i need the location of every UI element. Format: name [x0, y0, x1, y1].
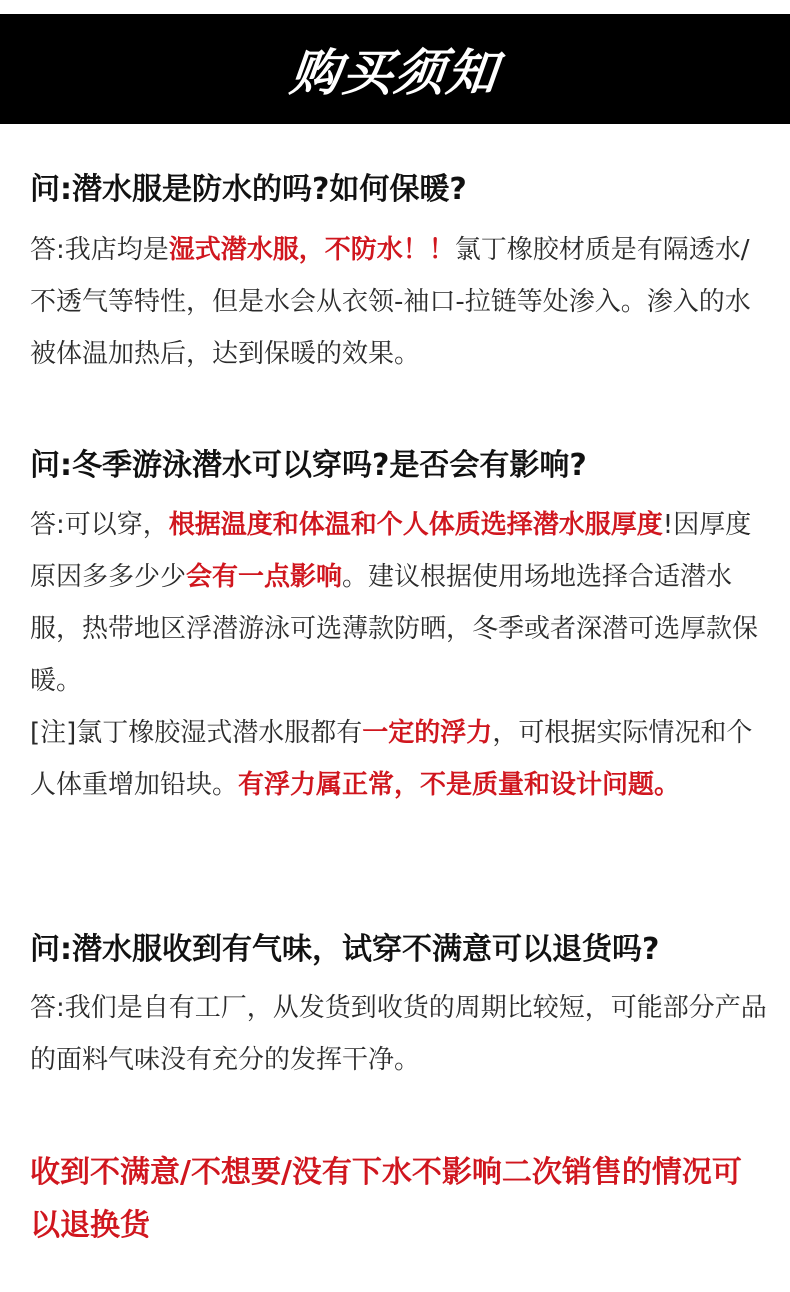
- answer-body: 氯丁橡胶材质是有隔透水/不透气等特性，但是水会从衣领-袖口-拉链等处渗入。渗入的水被体温加热后，达到保暖的效果。: [30, 235, 751, 369]
- note-highlight: 一定的浮力: [362, 718, 493, 748]
- note-prefix: [注]氯丁橡胶湿式潜水服都有: [30, 718, 363, 748]
- faq-item-waterproof: [30, 170, 770, 380]
- answer-text: [30, 224, 770, 380]
- answer-highlight: 根据温度和体温和个人体质选择潜水服厚度: [168, 510, 663, 540]
- faq-item-odor-return: [30, 930, 770, 1086]
- answer-prefix: 答:可以穿，: [30, 510, 169, 540]
- return-policy-notice: 收到不满意/不想要/没有下水不影响二次销售的情况可以退换货: [30, 1155, 742, 1243]
- faq-item-winter-use: [30, 446, 770, 811]
- header-banner: [0, 14, 790, 124]
- answer-body: !因厚度原因多多少少: [30, 510, 752, 592]
- answer-body: 。建议根据使用场地选择合适潜水服，热带地区浮潜游泳可选薄款防晒，冬季或者深潜可选厚款保暖。: [30, 562, 759, 696]
- note-text: [30, 707, 770, 811]
- question-heading: 问:冬季游泳潜水可以穿吗?是否会有影响?: [30, 448, 587, 483]
- answer-text: 答:我们是自有工厂，从发货到收货的周期比较短，可能部分产品的面料气味没有充分的发挥干净。: [30, 993, 767, 1075]
- question-heading: 问:潜水服是防水的吗?如何保暖?: [30, 172, 467, 207]
- question-heading: 问:潜水服收到有气味，试穿不满意可以退货吗?: [30, 932, 660, 967]
- answer-highlight: 湿式潜水服，不防水！！: [168, 235, 455, 265]
- note-highlight: 有浮力属正常，不是质量和设计问题。: [238, 770, 681, 800]
- answer-text: [30, 499, 770, 707]
- note-body: ，可根据实际情况和个人体重增加铅块。: [30, 718, 753, 800]
- answer-prefix: 答:我店均是: [30, 235, 169, 265]
- page-title: 购买须知: [287, 44, 502, 102]
- answer-highlight: 会有一点影响: [186, 562, 343, 592]
